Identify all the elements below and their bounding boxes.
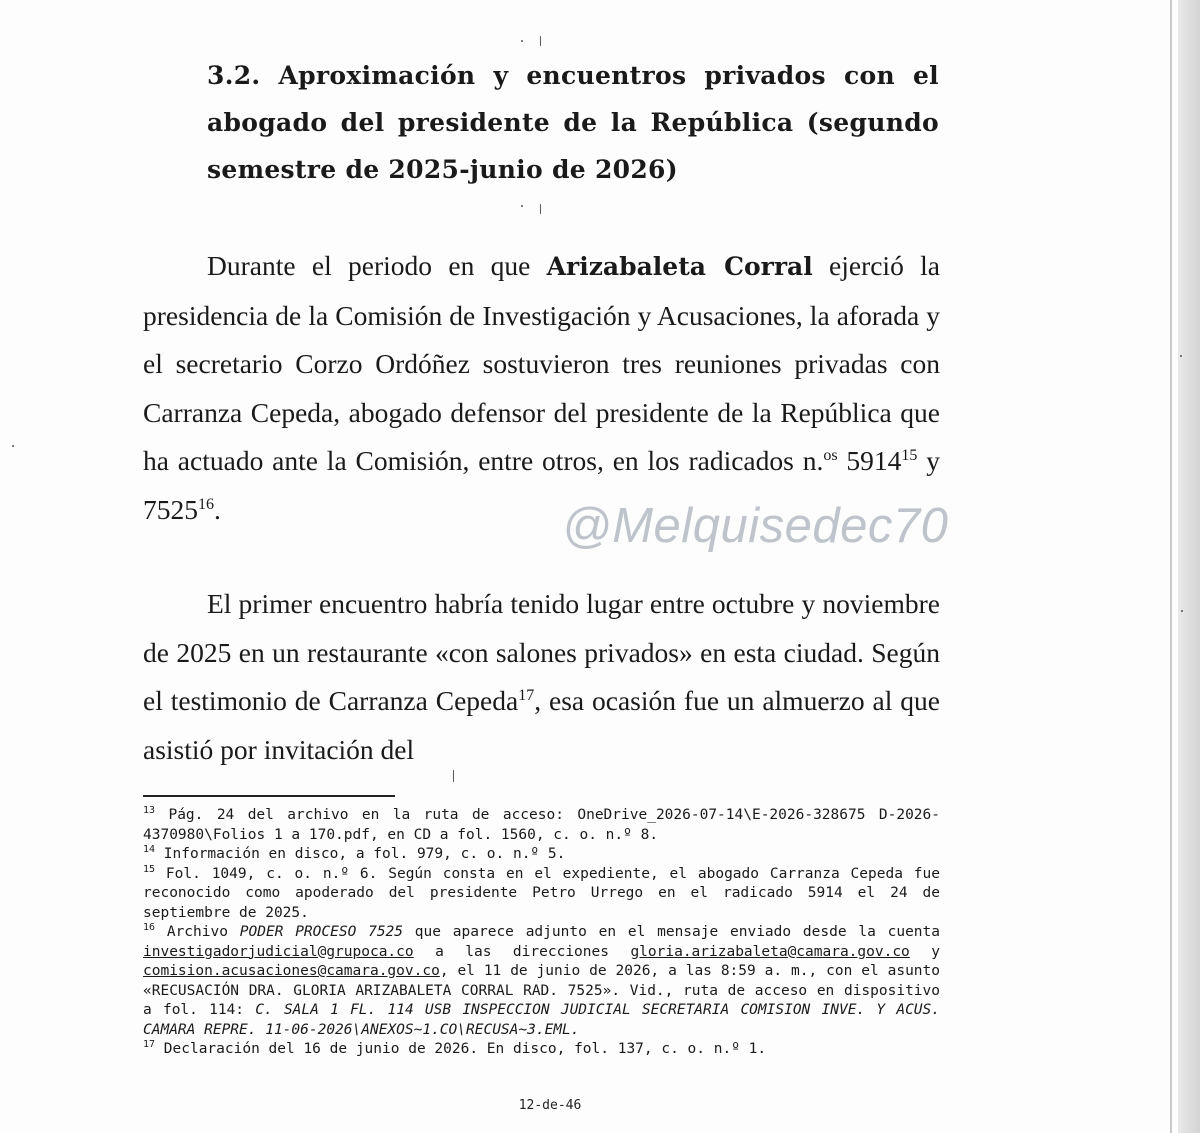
footnote-number: 15	[143, 863, 156, 875]
scan-edge-shadow	[1178, 0, 1200, 1133]
scan-speck	[540, 36, 541, 46]
footnote-14	[143, 845, 940, 865]
paragraph2-text-end: , esa ocasión fue un almuerzo al que asistió por invitación del	[143, 685, 940, 765]
footnote-text: Información en disco, a fol. 979, c. o. n.º 5.	[155, 846, 566, 862]
footnote-text: a las direcciones	[413, 943, 631, 960]
scan-speck	[12, 445, 14, 447]
footnotes-section	[143, 806, 940, 1060]
name-arizabaleta-corral: Arizabaleta Corral	[546, 252, 813, 281]
footnote-number: 16	[143, 922, 156, 934]
attachment-name: PODER PROCESO 7525	[239, 924, 404, 940]
page-number: 12-de-46	[518, 1098, 582, 1113]
scan-speck	[540, 204, 541, 214]
footnote-text: y	[909, 943, 940, 960]
footnote-text: , el 11 de junio de 2026, a las 8:59 a. m., con el asunto «RECUSACIÓN DRA. GLORIA ARIZABALETA CORRAL RAD. 7525». Vid., ruta de acceso en dispositivo a fol. 114:	[143, 963, 940, 1018]
footnote-13	[143, 806, 940, 845]
footnote-text: Archivo	[155, 924, 240, 940]
paragraph-meetings-intro	[143, 242, 940, 534]
footnote-number: 14	[143, 844, 156, 856]
footnote-text: Fol. 1049, c. o. n.º 6. Según consta en el expediente, el abogado Carranza Cepeda fue reconocido como apoderado del presidente Petro Urrego en el radicado 5914 el 24 de septiembre de 2025.	[143, 865, 940, 921]
footnote-ref-15: 15	[901, 446, 918, 464]
section-heading: 3.2. Aproximación y encuentros privados con el abogado del presidente de la República (segundo semestre de 2025-junio de 2026)	[207, 61, 939, 184]
paragraph2-text: El primer encuentro habría tenido lugar entre octubre y noviembre de 2025 en un restaurante «con salones privados» en esta ciudad. Según el testimonio de Carranza Cepeda	[143, 588, 940, 716]
scan-speck	[521, 40, 523, 42]
scan-speck	[1180, 355, 1182, 357]
footnote-text: que aparece adjunto en el mensaje enviado desde la cuenta	[403, 924, 940, 940]
footnote-separator	[143, 795, 395, 797]
footnote-16	[143, 923, 940, 1040]
scan-speck	[521, 205, 523, 207]
footnote-number: 17	[143, 1039, 156, 1051]
email-investigador[interactable]: investigadorjudicial@grupoca.co	[143, 943, 414, 960]
footnote-ref-16: 16	[198, 495, 214, 513]
radicado-7525: y 7525	[143, 445, 941, 525]
email-gloria[interactable]: gloria.arizabaleta@camara.gov.co	[630, 943, 910, 960]
ordinal-os: os	[823, 446, 838, 464]
paragraph1-body: ejerció la presidencia de la Comisión de Investigación y Acusaciones, la aforada y el secretario Corzo Ordóñez sostuvieron tres reuniones privadas con Carranza Cepeda, abogado defensor del presidente de la República que ha actuado ante la Comisión, entre otros, en los radicados n.	[143, 250, 940, 476]
footnote-ref-17: 17	[518, 686, 535, 704]
watermark-handle: @Melquisedec70	[562, 499, 949, 553]
footnote-number: 13	[143, 805, 156, 817]
paragraph1-end: .	[214, 493, 221, 525]
email-comision[interactable]: comision.acusaciones@camara.gov.co	[143, 963, 440, 979]
file-path: C. SALA 1 FL. 114 USB INSPECCION JUDICIAL SECRETARIA COMISION INVE. Y ACUS. CAMARA REPRE. 11-06-2026\ANEXOS~1.CO\RECUSA~3.EML.	[143, 1002, 940, 1038]
footnote-text: Pág. 24 del archivo en la ruta de acceso: OneDrive_2026-07-14\E-2026-328675 D-2026-4370980\Folios 1 a 170.pdf, en CD a fol. 1560, c. o. n.º 8.	[143, 807, 940, 843]
radicado-5914: 5914	[837, 445, 902, 476]
footnote-text: Declaración del 16 de junio de 2026. En disco, fol. 137, c. o. n.º 1.	[155, 1041, 767, 1057]
scan-speck	[1181, 610, 1183, 612]
scan-edge-line	[1170, 0, 1172, 1133]
footnote-15	[143, 865, 940, 924]
paragraph-first-meeting	[143, 580, 940, 774]
footnote-17	[143, 1040, 940, 1060]
paragraph1-intro: Durante el periodo en que	[207, 250, 547, 281]
